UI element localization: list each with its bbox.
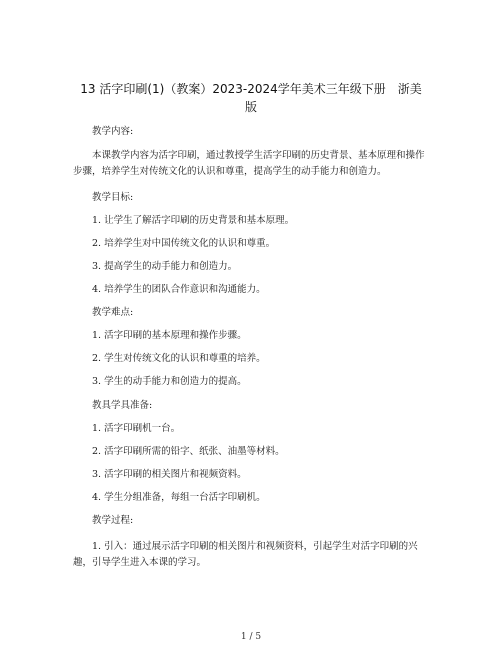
difficulty-item: 2. 学生对传统文化的认识和尊重的培养。 <box>92 353 266 364</box>
material-item: 4. 学生分组准备，每组一台活字印刷机。 <box>92 492 266 503</box>
objectives-heading: 教学目标: <box>92 192 134 203</box>
title-line-1: 13 活字印刷(1)（教案）2023-2024学年美术三年级下册 浙美 <box>80 82 422 96</box>
process-heading: 教学过程: <box>92 515 134 526</box>
materials-heading: 教具学具准备: <box>92 400 153 411</box>
page-number: 1 / 5 <box>240 632 262 642</box>
title-line-2: 版 <box>244 100 257 114</box>
difficulty-item: 3. 学生的动手能力和创造力的提高。 <box>92 376 247 387</box>
material-item: 3. 活字印刷的相关图片和视频资料。 <box>92 469 247 480</box>
objective-item: 2. 培养学生对中国传统文化的认识和尊重。 <box>92 238 276 249</box>
objective-item: 4. 培养学生的团队合作意识和沟通能力。 <box>92 284 266 295</box>
material-item: 1. 活字印刷机一台。 <box>92 423 181 434</box>
difficulty-item: 1. 活字印刷的基本原理和操作步骤。 <box>92 330 247 341</box>
difficulties-heading: 教学难点: <box>92 307 134 318</box>
material-item: 2. 活字印刷所需的铅字、纸张、油墨等材料。 <box>92 446 285 457</box>
content-paragraph: 本课教学内容为活字印刷，通过教授学生活字印刷的历史背景、基本原理和操作步骤，培养学生对传统文化的认识和尊重，提高学生的动手能力和创造力。 <box>73 150 425 177</box>
content-heading: 教学内容: <box>92 126 134 137</box>
objective-item: 1. 让学生了解活字印刷的历史背景和基本原理。 <box>92 215 295 226</box>
objective-item: 3. 提高学生的动手能力和创造力。 <box>92 261 238 272</box>
document-title <box>60 80 442 116</box>
process-paragraph: 1. 引入：通过展示活字印刷的相关图片和视频资料，引起学生对活字印刷的兴趣，引导学生进入本课的学习。 <box>73 541 418 568</box>
